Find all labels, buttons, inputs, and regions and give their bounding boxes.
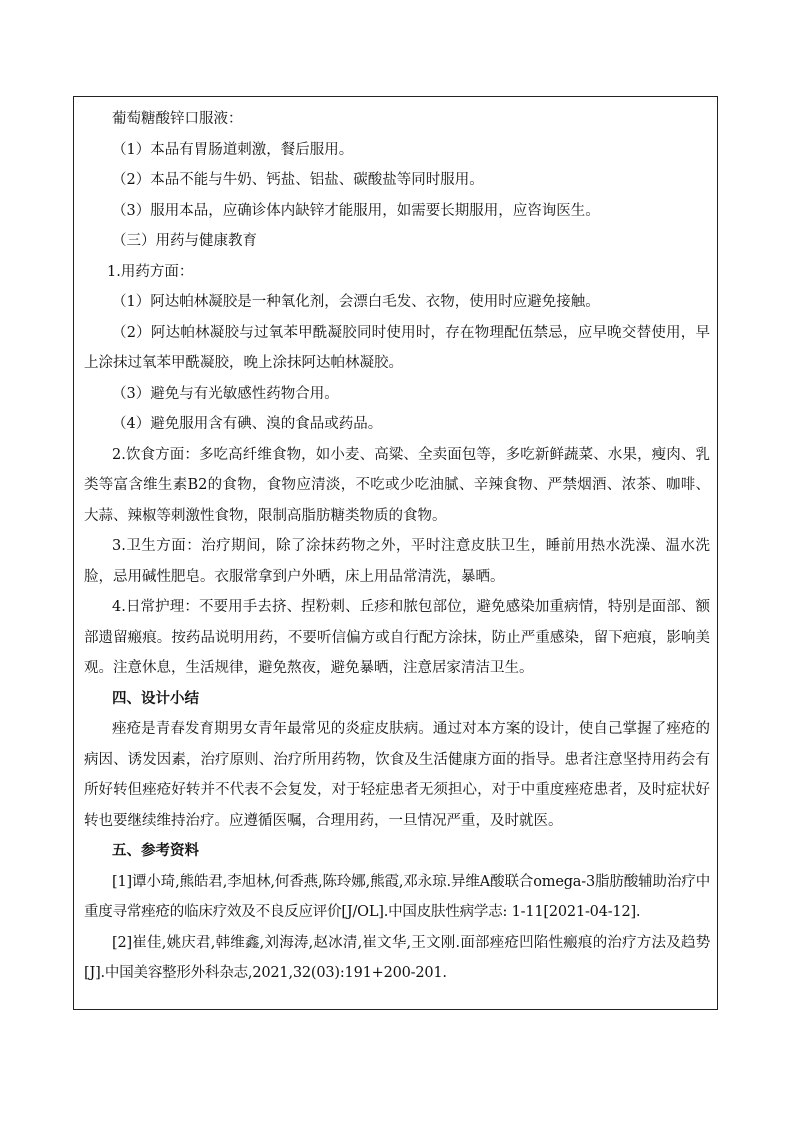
section-heading-summary: 四、设计小结: [112, 689, 199, 707]
reference-item-1: [1]谭小琦,熊皓君,李旭林,何香燕,陈玲娜,熊霞,邓永琼.异维A酸联合omega-3脂肪酸辅助治疗中重度寻常痤疮的临床疗效及不良反应评价[J/OL].中国皮肤性病学志: 1-11[2021-04-12].: [84, 873, 710, 920]
paragraph-med-4: （4）避免服用含有碘、溴的食品或药品。: [112, 416, 383, 432]
paragraph-med-1: （1）阿达帕林凝胶是一种氧化剂，会漂白毛发、衣物，使用时应避免接触。: [112, 294, 600, 310]
paragraph-zinc-3: （3）服用本品，应确诊体内缺锌才能服用，如需要长期服用，应咨询医生。: [112, 202, 600, 219]
section-heading-references: 五、参考资料: [112, 842, 199, 859]
paragraph-zinc-2: （2）本品不能与牛奶、钙盐、铝盐、碳酸盐等同时服用。: [112, 172, 484, 188]
paragraph-zinc-title: 葡萄糖酸锌口服液：: [112, 111, 243, 127]
paragraph-med-3: （3）避免与有光敏感性药物合用。: [112, 385, 339, 402]
subheading-medication: 1.用药方面：: [107, 263, 194, 280]
paragraph-med-2: （2）阿达帕林凝胶与过氧苯甲酰凝胶同时使用时，存在物理配伍禁忌，应早晚交替使用，早上涂抹过氧苯甲酰凝胶，晚上涂抹阿达帕林凝胶。: [84, 324, 710, 371]
paragraph-hygiene: 3.卫生方面：治疗期间，除了涂抹药物之外，平时注意皮肤卫生，睡前用热水洗澡、温水洗脸，忌用碱性肥皂。衣服常拿到户外晒，床上用品常清洗，暴晒。: [84, 538, 710, 585]
paragraph-daily-care: 4.日常护理：不要用手去挤、捏粉刺、丘疹和脓包部位，避免感染加重病情，特别是面部、额部遗留瘢痕。按药品说明用药，不要听信偏方或自行配方涂抹，防止严重感染，留下疤痕，影响美观。注意休息，生活规律，避免熬夜，避免暴晒，注意居家清洁卫生。: [84, 599, 710, 676]
paragraph-zinc-1: （1）本品有胃肠道刺激，餐后服用。: [112, 141, 354, 158]
reference-item-2: [2]崔佳,姚庆君,韩维鑫,刘海涛,赵冰清,崔文华,王文刚.面部痤疮凹陷性瘢痕的治疗方法及趋势[J].中国美容整形外科杂志,2021,32(03):191+200-201.: [84, 934, 710, 981]
document-body: [84, 104, 710, 989]
section-heading-education: （三）用药与健康教育: [112, 233, 257, 249]
paragraph-diet: 2.饮食方面：多吃高纤维食物，如小麦、高粱、全卖面包等，多吃新鲜蔬菜、水果，瘦肉、乳类等富含维生素B2的食物，食物应清淡，不吃或少吃油腻、辛辣食物、严禁烟酒、浓茶、咖啡、大蒜、辣椒等刺激性食物，限制高脂肪糖类物质的食物。: [84, 446, 710, 524]
paragraph-summary: 痤疮是青春发育期男女青年最常见的炎症皮肤病。通过对本方案的设计，使自己掌握了痤疮的病因、诱发因素，治疗原则、治疗所用药物，饮食及生活健康方面的指导。患者注意坚持用药会有所好转但痤疮好转并不代表不会复发，对于轻症患者无须担心，对于中重度痤疮患者，及时症状好转也要继续维持治疗。应遵循医嘱，合理用药，一旦情况严重，及时就医。: [84, 721, 710, 829]
